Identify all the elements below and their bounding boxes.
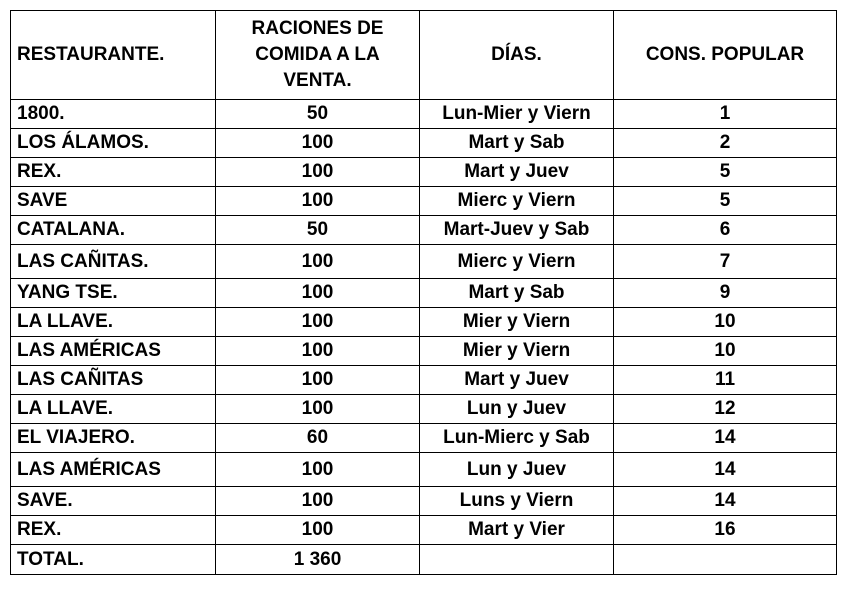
- days-cell: Mier y Viern: [420, 308, 614, 337]
- days-cell: Mart-Juev y Sab: [420, 216, 614, 245]
- restaurant-cell: LAS AMÉRICAS: [11, 453, 216, 487]
- days-cell: Lun-Mierc y Sab: [420, 424, 614, 453]
- restaurant-cell: LOS ÁLAMOS.: [11, 129, 216, 158]
- restaurant-cell: LAS CAÑITAS: [11, 366, 216, 395]
- table-row: [11, 424, 837, 453]
- restaurant-cell: REX.: [11, 158, 216, 187]
- popular-cell: 10: [614, 337, 837, 366]
- restaurant-cell: LAS CAÑITAS.: [11, 245, 216, 279]
- header-rations-line1: RACIONES DE: [251, 17, 384, 39]
- popular-cell: 16: [614, 516, 837, 545]
- total-popular-cell: [614, 545, 837, 575]
- days-cell: Mart y Vier: [420, 516, 614, 545]
- days-cell: Mier y Viern: [420, 337, 614, 366]
- rations-cell: 100: [216, 279, 420, 308]
- table-row: [11, 395, 837, 424]
- popular-cell: 14: [614, 487, 837, 516]
- rations-cell: 60: [216, 424, 420, 453]
- table-row: [11, 366, 837, 395]
- total-label: TOTAL.: [11, 545, 216, 575]
- rations-cell: 100: [216, 487, 420, 516]
- restaurant-cell: REX.: [11, 516, 216, 545]
- table-row: [11, 516, 837, 545]
- rations-cell: 50: [216, 100, 420, 129]
- popular-cell: 7: [614, 245, 837, 279]
- days-cell: Lun y Juev: [420, 453, 614, 487]
- table-row: [11, 279, 837, 308]
- rations-cell: 100: [216, 158, 420, 187]
- table-row: [11, 308, 837, 337]
- days-cell: Mierc y Viern: [420, 187, 614, 216]
- table-row: [11, 487, 837, 516]
- table-row: [11, 129, 837, 158]
- days-cell: Mart y Juev: [420, 158, 614, 187]
- days-cell: Mart y Sab: [420, 279, 614, 308]
- table-row: [11, 216, 837, 245]
- popular-cell: 2: [614, 129, 837, 158]
- days-cell: Mart y Sab: [420, 129, 614, 158]
- popular-cell: 1: [614, 100, 837, 129]
- rations-cell: 100: [216, 337, 420, 366]
- header-row: [11, 11, 837, 100]
- rations-cell: 100: [216, 129, 420, 158]
- popular-cell: 10: [614, 308, 837, 337]
- restaurant-cell: CATALANA.: [11, 216, 216, 245]
- header-restaurant: RESTAURANTE.: [11, 11, 216, 100]
- rations-cell: 100: [216, 453, 420, 487]
- rations-cell: 100: [216, 395, 420, 424]
- header-rations-line3: VENTA.: [283, 70, 352, 92]
- rations-cell: 100: [216, 516, 420, 545]
- popular-cell: 11: [614, 366, 837, 395]
- popular-cell: 12: [614, 395, 837, 424]
- table-row: [11, 453, 837, 487]
- days-cell: Lun-Mier y Viern: [420, 100, 614, 129]
- table-row: [11, 158, 837, 187]
- header-rations-line2: COMIDA A LA: [255, 43, 380, 65]
- restaurant-cell: 1800.: [11, 100, 216, 129]
- popular-cell: 5: [614, 158, 837, 187]
- restaurant-cell: YANG TSE.: [11, 279, 216, 308]
- rations-cell: 50: [216, 216, 420, 245]
- header-days: DÍAS.: [420, 11, 614, 100]
- table-row: [11, 337, 837, 366]
- days-cell: Mierc y Viern: [420, 245, 614, 279]
- restaurant-cell: EL VIAJERO.: [11, 424, 216, 453]
- table-row: [11, 187, 837, 216]
- total-row: [11, 545, 837, 575]
- popular-cell: 5: [614, 187, 837, 216]
- rations-cell: 100: [216, 187, 420, 216]
- header-rations: [216, 11, 420, 100]
- restaurant-cell: SAVE.: [11, 487, 216, 516]
- popular-cell: 14: [614, 424, 837, 453]
- restaurant-cell: LA LLAVE.: [11, 395, 216, 424]
- restaurant-cell: LAS AMÉRICAS: [11, 337, 216, 366]
- total-days-cell: [420, 545, 614, 575]
- restaurant-cell: SAVE: [11, 187, 216, 216]
- popular-cell: 9: [614, 279, 837, 308]
- days-cell: Mart y Juev: [420, 366, 614, 395]
- rations-cell: 100: [216, 366, 420, 395]
- popular-cell: 14: [614, 453, 837, 487]
- rations-cell: 100: [216, 308, 420, 337]
- rations-cell: 100: [216, 245, 420, 279]
- table-row: [11, 100, 837, 129]
- popular-cell: 6: [614, 216, 837, 245]
- table-row: [11, 245, 837, 279]
- header-popular: CONS. POPULAR: [614, 11, 837, 100]
- restaurant-rations-table: [10, 10, 837, 575]
- days-cell: Lun y Juev: [420, 395, 614, 424]
- days-cell: Luns y Viern: [420, 487, 614, 516]
- total-rations: 1 360: [216, 545, 420, 575]
- restaurant-cell: LA LLAVE.: [11, 308, 216, 337]
